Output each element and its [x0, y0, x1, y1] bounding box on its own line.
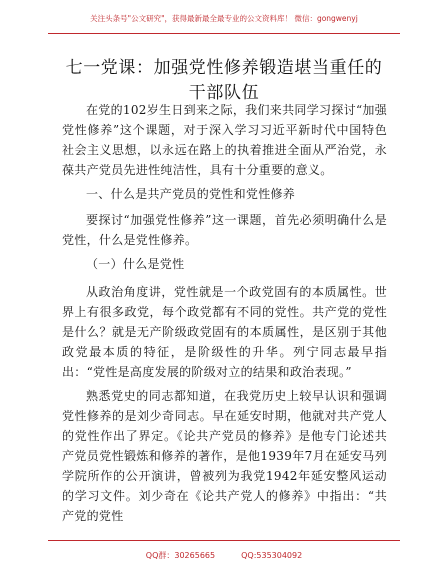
footer-divider — [48, 540, 400, 541]
section-intro-paragraph: 要探讨“加强党性修养”这一课题，首先必须明确什么是党性，什么是党性修养。 — [62, 213, 387, 247]
document-body — [62, 100, 387, 530]
footer-contact — [0, 550, 448, 561]
document-title: 七一党课：加强党性修养锻造堪当重任的干部队伍 — [65, 58, 383, 103]
section-heading-1: 一、什么是共产党员的党性和党性修养 — [86, 187, 296, 201]
footer-qq-group: QQ群：30265665 — [145, 551, 216, 560]
header-divider — [48, 33, 400, 34]
header-note: 关注头条号"公文研究"，获得最新最全最专业的公文资料库！ 微信：gongwenyj — [90, 14, 358, 23]
body-paragraph: 从政治角度讲，党性就是一个政党固有的本质属性。世界上有很多政党，每个政党都有不同的党性。共产党的党性是什么？就是无产阶级政党固有的本质属性，是区别于其他政党最本质的特征，是阶级性的升华。列宁同志最早指出：“党性是高度发展的阶级对立的结果和政治表现。” — [62, 285, 387, 379]
subsection-heading-1: （一）什么是党性 — [86, 257, 185, 271]
intro-paragraph: 在党的102岁生日到来之际，我们来共同学习探讨“加强党性修养”这个课题，对于深入学习习近平新时代中国特色社会主义思想，以永远在路上的执着推进全面从严治党，永葆共产党员先进性纯洁性，具有十分重要的意义。 — [62, 103, 387, 177]
footer-qq-number: QQ:535304092 — [241, 551, 303, 560]
body-paragraph: 熟悉党史的同志都知道，在我党历史上较早认识和强调党性修养的是刘少奇同志。早在延安时期，他就对共产党人的党性作出了界定。《论共产党员的修养》是他专门论述共产党员党性锻炼和修养的著作，是他1939年7月在延安马列学院所作的公开演讲，曾被列为我党1942年延安整风运动的学习文件。刘少奇在《论共产党人的修养》中指出：“共产党的党性 — [62, 389, 387, 523]
